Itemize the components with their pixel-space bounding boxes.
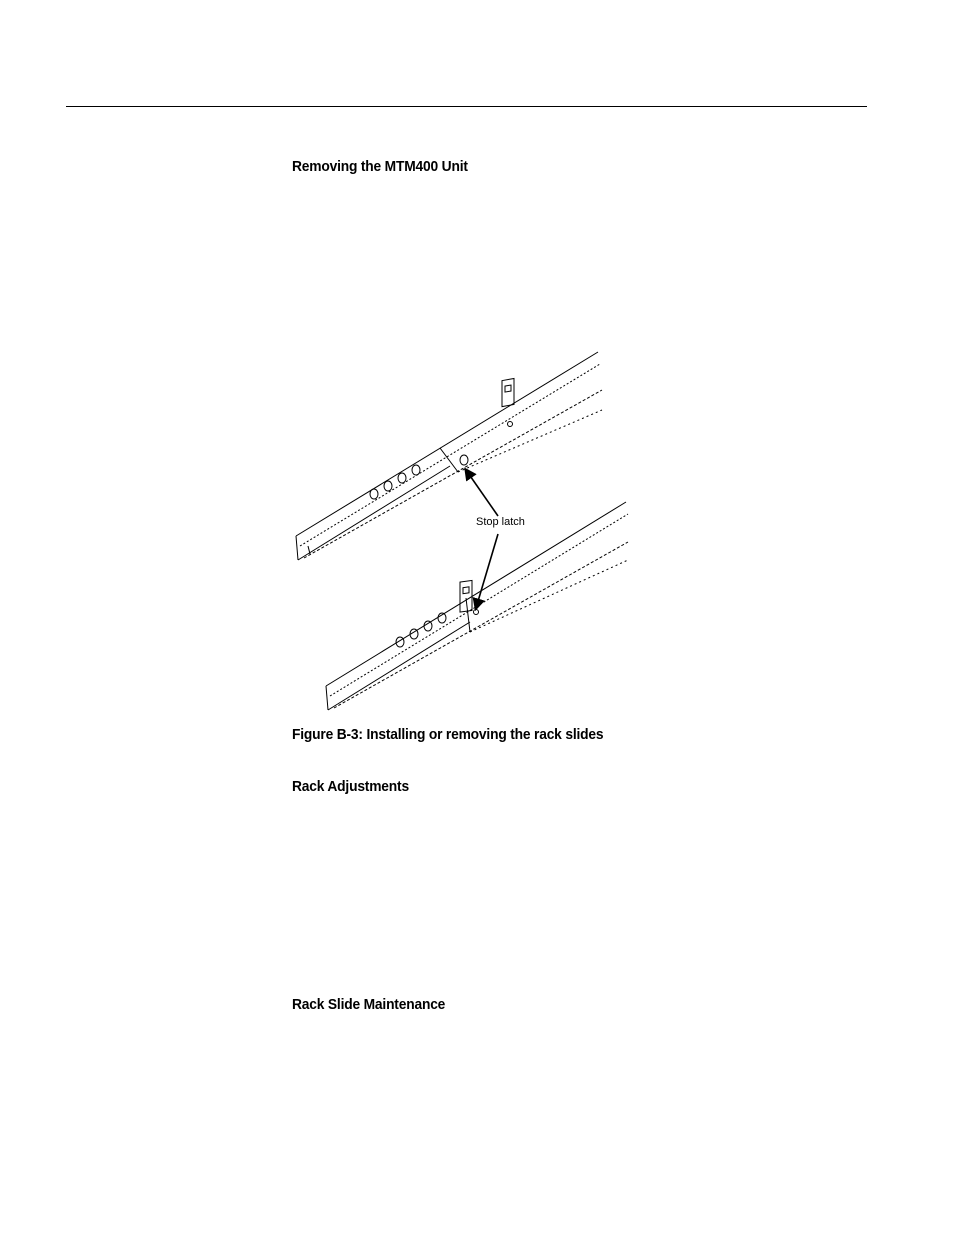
rack-slides-figure xyxy=(290,350,630,712)
rack-slides-illustration xyxy=(290,350,630,712)
stop-latch-label: Stop latch xyxy=(476,516,525,528)
figure-caption: Figure B-3: Installing or removing the rack slides xyxy=(292,726,604,743)
header-rule xyxy=(66,106,867,107)
section-heading-rack-slide-maintenance: Rack Slide Maintenance xyxy=(292,996,446,1013)
section-heading-removing-unit: Removing the MTM400 Unit xyxy=(292,158,468,175)
section-heading-rack-adjustments: Rack Adjustments xyxy=(292,778,409,795)
callout-arrows xyxy=(466,470,498,608)
upper-rail xyxy=(296,352,602,560)
